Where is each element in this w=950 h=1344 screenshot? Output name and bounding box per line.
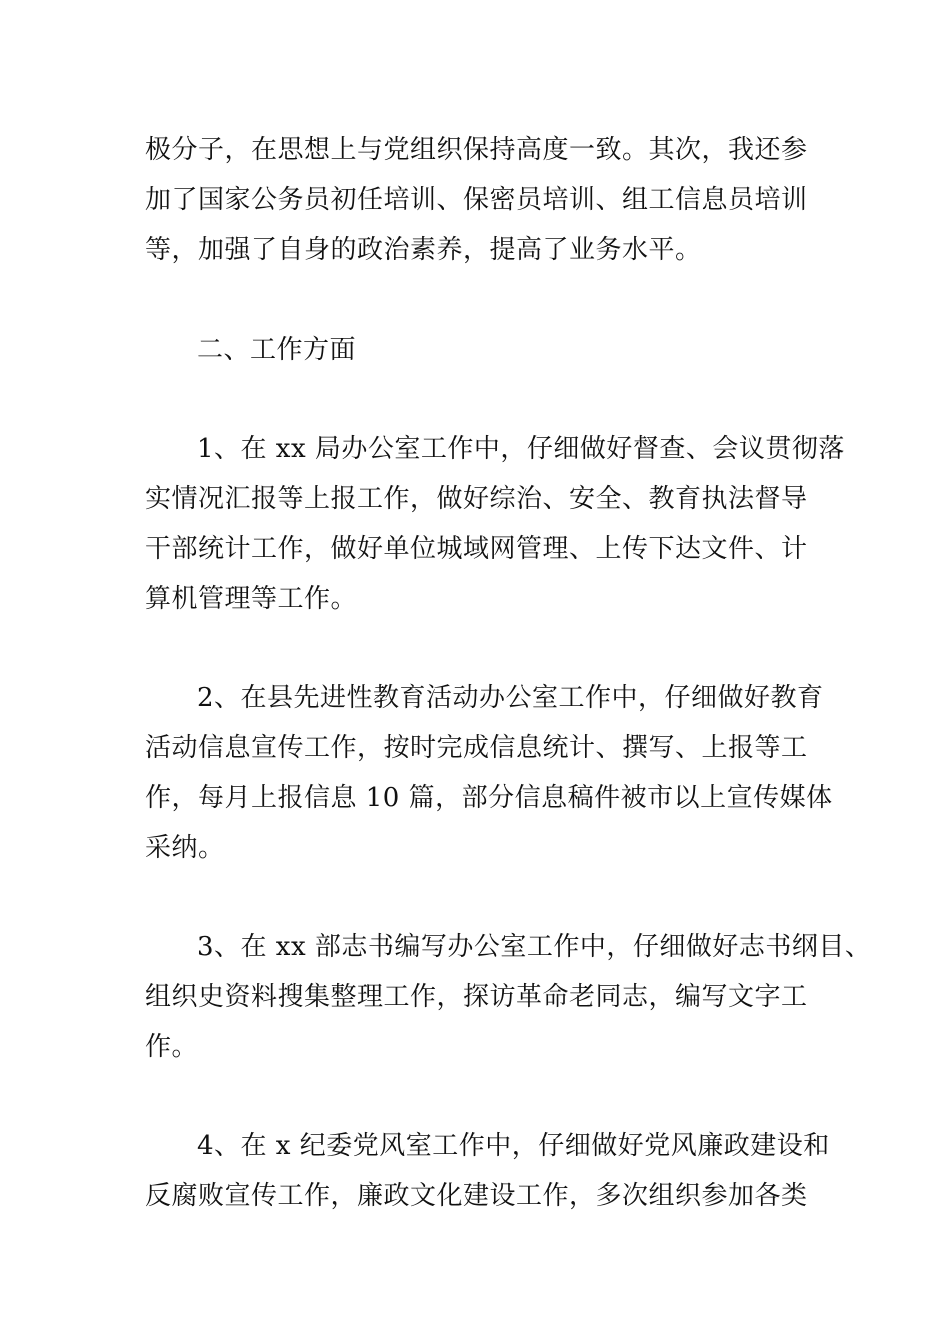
paragraph-line: 反腐败宣传工作，廉政文化建设工作，多次组织参加各类 [145,1181,808,1211]
paragraph-line: 1、在 xx 局办公室工作中，仔细做好督查、会议贯彻落 [197,434,845,464]
paragraph-line: 等，加强了自身的政治素养，提高了业务水平。 [145,235,702,265]
paragraph-line: 3、在 xx 部志书编写办公室工作中，仔细做好志书纲目、 [197,932,872,962]
paragraph-line: 4、在 x 纪委党风室工作中，仔细做好党风廉政建设和 [197,1131,830,1161]
section-heading: 二、工作方面 [197,335,357,365]
paragraph-line: 作，每月上报信息 10 篇，部分信息稿件被市以上宣传媒体 [145,783,833,813]
paragraph-line: 组织史资料搜集整理工作，探访革命老同志，编写文字工 [145,982,808,1012]
paragraph-line: 2、在县先进性教育活动办公室工作中，仔细做好教育 [197,683,824,713]
paragraph-line: 实情况汇报等上报工作，做好综治、安全、教育执法督导 [145,484,808,514]
paragraph-line: 干部统计工作，做好单位城域网管理、上传下达文件、计 [145,534,808,564]
paragraph-line: 算机管理等工作。 [145,584,358,614]
paragraph-line: 采纳。 [145,833,225,863]
paragraph-line: 活动信息宣传工作，按时完成信息统计、撰写、上报等工 [145,733,808,763]
paragraph-line: 加了国家公务员初任培训、保密员培训、组工信息员培训 [145,185,808,215]
paragraph-line: 极分子，在思想上与党组织保持高度一致。其次，我还参 [145,135,808,165]
paragraph-line: 作。 [145,1032,199,1062]
